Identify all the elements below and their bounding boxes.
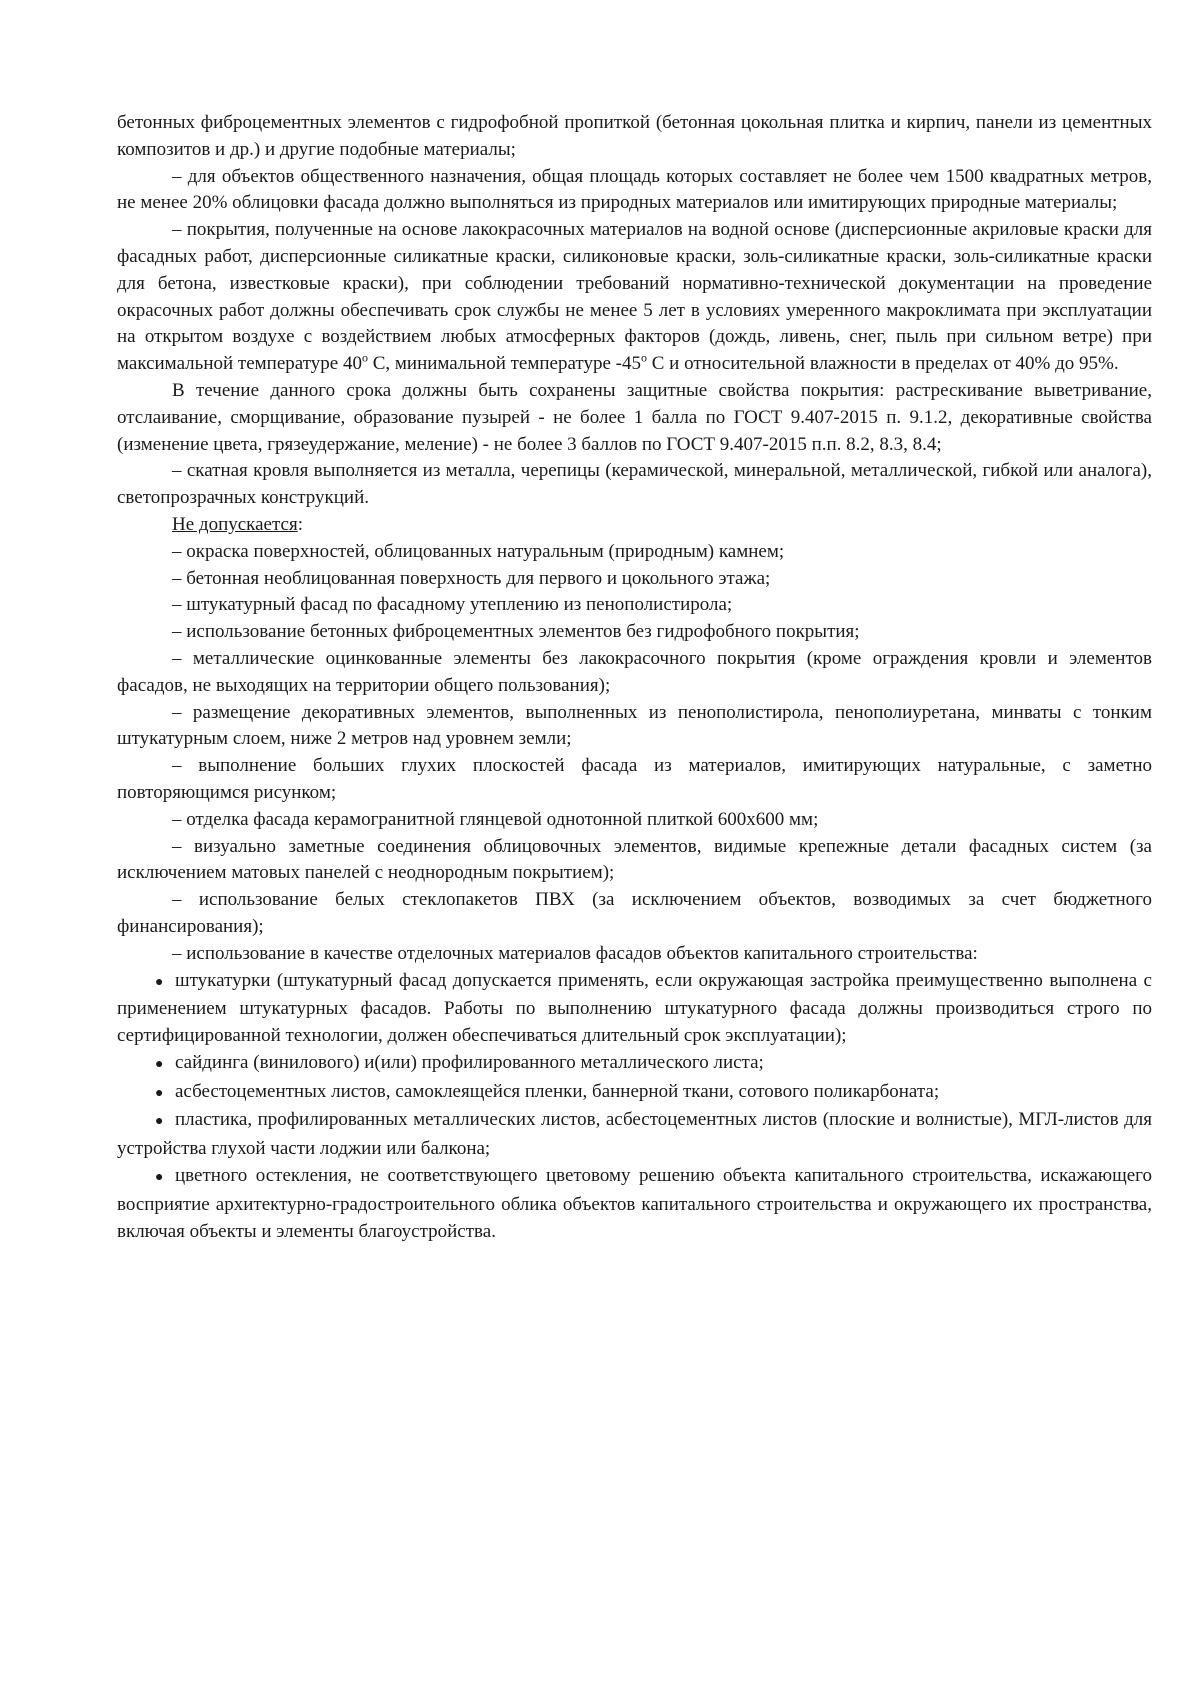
bullet-text: пластика, профилированных металлических листов, асбестоцементных листов (плоские и волнистые), МГЛ-листов для устройства глухой части лоджии или балкона;: [117, 1109, 1152, 1160]
bullet-icon: ●: [155, 974, 164, 990]
heading-not-allowed-text: Не допускается: [172, 513, 298, 535]
bullet-icon: ●: [155, 1056, 164, 1072]
paragraph-public-objects: – для объектов общественного назначения, общая площадь которых составляет не более чем 1500 квадратных метров, не менее 20% облицовки фасада должно выполняться из природных материалов или имитирующих природные материалы;: [117, 165, 1152, 214]
bullet-item-plaster: [117, 968, 1152, 1050]
paragraph-paint-coatings: [117, 217, 1152, 378]
list-item-bare-concrete: – бетонная необлицованная поверхность для первого и цокольного этажа;: [172, 567, 771, 589]
bullet-icon: ●: [155, 1114, 164, 1130]
bullet-item-colored-glazing: [117, 1163, 1152, 1245]
bullet-text: асбестоцементных листов, самоклеящейся пленки, баннерной ткани, сотового поликарбоната;: [175, 1080, 940, 1102]
bullet-text: цветного остекления, не соответствующего цветовому решению объекта капитального строительства, искажающего восприятие архитектурно-градостроительного облика объектов капитального строительства и окружающего их пространства, включая объекты и элементы благоустройства.: [117, 1165, 1152, 1242]
heading-colon: :: [297, 513, 303, 535]
paint-coatings-text-a: – покрытия, полученные на основе лакокрасочных материалов на водной основе (дисперсионные акриловые краски для фасадных работ, дисперсионные силикатные краски, силиконовые краски, золь-силикатные краски, золь-силикатные краски для бетона, известковые краски), при соблюдении требований нормативно-технической документации на проведение окрасочных работ должны обеспечивать срок службы не менее 5 лет в условиях умеренного макроклимата при эксплуатации на открытом воздухе с воздействием любых атмосферных факторов (дождь, ливень, снег, пыль при сильном ветре) при максимальной температуре 40: [117, 219, 1152, 375]
list-item-blank-surfaces: – выполнение больших глухих плоскостей фасада из материалов, имитирующих натуральные, с заметно повторяющимся рисунком;: [117, 755, 1152, 803]
bullet-item-asbestos: [117, 1079, 1152, 1108]
paragraph-protective-properties: В течение данного срока должны быть сохранены защитные свойства покрытия: растрескивание выветривание, отслаивание, сморщивание, образование пузырей - не более 1 балла по ГОСТ 9.407-2015 п. 9.1.2, декоративные свойства (изменение цвета, грязеудержание, меление) - не более 3 баллов по ГОСТ 9.407-2015 п.п. 8.2, 8.3, 8.4;: [117, 379, 1152, 455]
list-item-galvanized: – металлические оцинкованные элементы без лакокрасочного покрытия (кроме ограждения кровли и элементов фасадов, не выходящих на территории общего пользования);: [117, 647, 1152, 696]
bullet-icon: ●: [155, 1170, 164, 1186]
list-item-white-pvc: – использование белых стеклопакетов ПВХ (за исключением объектов, возводимых за счет бюджетного финансирования);: [117, 889, 1152, 937]
list-item-decor-elements: – размещение декоративных элементов, выполненных из пенополистирола, пенополиуретана, минваты с тонким штукатурным слоем, ниже 2 метров над уровнем земли;: [117, 701, 1152, 750]
list-item-painting-stone: – окраска поверхностей, облицованных натуральным (природным) камнем;: [172, 540, 785, 562]
list-item-glossy-tiles: – отделка фасада керамогранитной глянцевой однотонной плиткой 600х600 мм;: [172, 808, 819, 830]
list-item-finishing-materials: – использование в качестве отделочных материалов фасадов объектов капитального строительства:: [172, 942, 978, 964]
paragraph-pitched-roof: – скатная кровля выполняется из металла, черепицы (керамической, минеральной, металлической, гибкой или аналога), светопрозрачных конструкций.: [117, 460, 1152, 509]
heading-not-allowed: [117, 512, 1152, 539]
bullet-text: сайдинга (винилового) и(или) профилированного металлического листа;: [175, 1051, 764, 1073]
list-item-visible-joints: – визуально заметные соединения облицовочных элементов, видимые крепежные детали фасадных систем (за исключением матовых панелей с неоднородным покрытием);: [117, 835, 1152, 884]
document-page: [117, 110, 1152, 1245]
degree-mark-min: о: [641, 350, 647, 365]
paint-coatings-text-b: С, минимальной температуре -45: [367, 353, 641, 375]
bullet-icon: ●: [155, 1085, 164, 1101]
degree-mark-max: о: [361, 350, 368, 365]
paragraph-continuation: бетонных фиброцементных элементов с гидрофобной пропиткой (бетонная цокольная плитка и кирпич, панели из цементных композитов и др.) и другие подобные материалы;: [117, 112, 1152, 160]
bullet-item-siding: [117, 1050, 1152, 1079]
bullet-text: штукатурки (штукатурный фасад допускается применять, если окружающая застройка преимущественно выполнена с применением штукатурных фасадов. Работы по выполнению штукатурного фасада должны производиться строго по сертифицированной технологии, должен обеспечиваться длительный срок эксплуатации);: [117, 969, 1152, 1047]
paint-coatings-text-c: С и относительной влажности в пределах от 40% до 95%.: [647, 353, 1119, 375]
list-item-fiber-cement: – использование бетонных фиброцементных элементов без гидрофобного покрытия;: [172, 621, 860, 643]
bullet-item-plastic: [117, 1107, 1152, 1163]
list-item-plaster-facade: – штукатурный фасад по фасадному утеплению из пенополистирола;: [172, 594, 733, 616]
